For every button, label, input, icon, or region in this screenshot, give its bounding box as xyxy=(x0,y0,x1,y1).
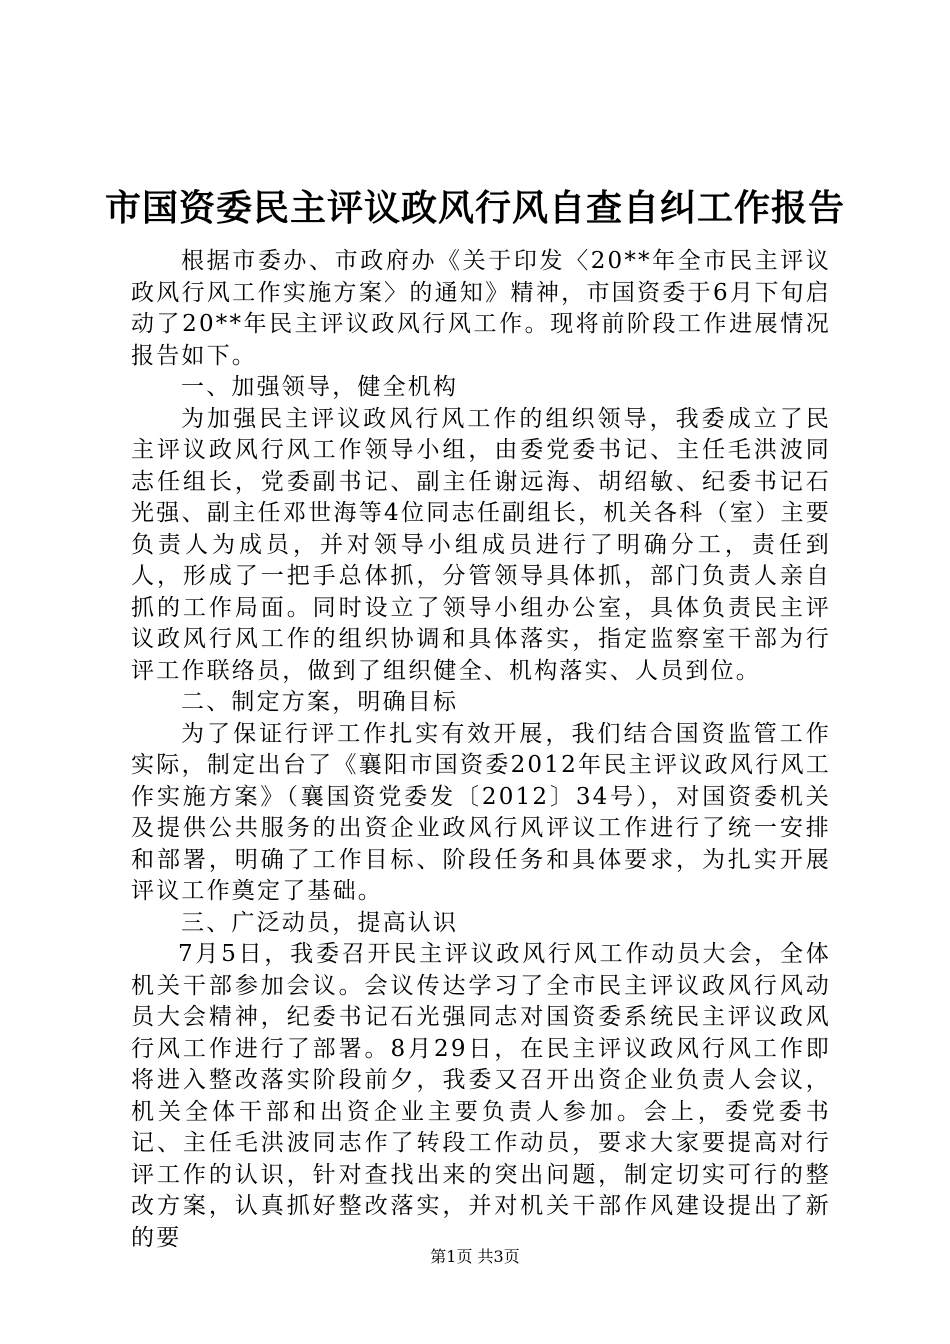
page-footer: 第1页 共3页 xyxy=(430,1247,520,1266)
section-heading-3: 三、广泛动员，提高认识 xyxy=(181,909,459,936)
intro-paragraph: 根据市委办、市政府办《关于印发〈20**年全市民主评议政风行风工作实施方案〉的通知》精神，市国资委于6月下旬启动了20**年民主评议政风行风工作。现将前阶段工作进展情况报告如下。 xyxy=(131,248,831,369)
section-3-paragraph: 7月5日，我委召开民主评议政风行风工作动员大会，全体机关干部参加会议。会议传达学习了全市民主评议政风行风动员大会精神，纪委书记石光强同志对国资委系统民主评议政风行风工作进行了部署。8月29日，在民主评议政风行风工作即将进入整改落实阶段前夕，我委又召开出资企业负责人会议，机关全体干部和出资企业主要负责人参加。会上，委党委书记、主任毛洪波同志作了转段工作动员，要求大家要提高对行评工作的认识，针对查找出来的突出问题，制定切实可行的整改方案，认真抓好整改落实，并对机关干部作风建设提出了新的要 xyxy=(131,941,831,1251)
section-2-paragraph: 为了保证行评工作扎实有效开展，我们结合国资监管工作实际，制定出台了《襄阳市国资委2012年民主评议政风行风工作实施方案》（襄国资党委发〔2012〕34号），对国资委机关及提供公共服务的出资企业政风行风评议工作进行了统一安排和部署，明确了工作目标、阶段任务和具体要求，为扎实开展评议工作奠定了基础。 xyxy=(131,720,831,904)
section-heading-2: 二、制定方案，明确目标 xyxy=(181,689,459,715)
section-heading-1: 一、加强领导，健全机构 xyxy=(181,374,459,400)
section-1-paragraph: 为加强民主评议政风行风工作的组织领导，我委成立了民主评议政风行风工作领导小组，由委党委书记、主任毛洪波同志任组长，党委副书记、副主任谢远海、胡绍敏、纪委书记石光强、副主任邓世海等4位同志任副组长，机关各科（室）主要负责人为成员，并对领导小组成员进行了明确分工，责任到人，形成了一把手总体抓，分管领导具体抓，部门负责人亲自抓的工作局面。同时设立了领导小组办公室，具体负责民主评议政风行风工作的组织协调和具体落实，指定监察室干部为行评工作联络员，做到了组织健全、机构落实、人员到位。 xyxy=(131,405,831,684)
document-title: 市国资委民主评议政风行风自查自纠工作报告 xyxy=(104,187,845,229)
document-body xyxy=(131,246,831,1254)
